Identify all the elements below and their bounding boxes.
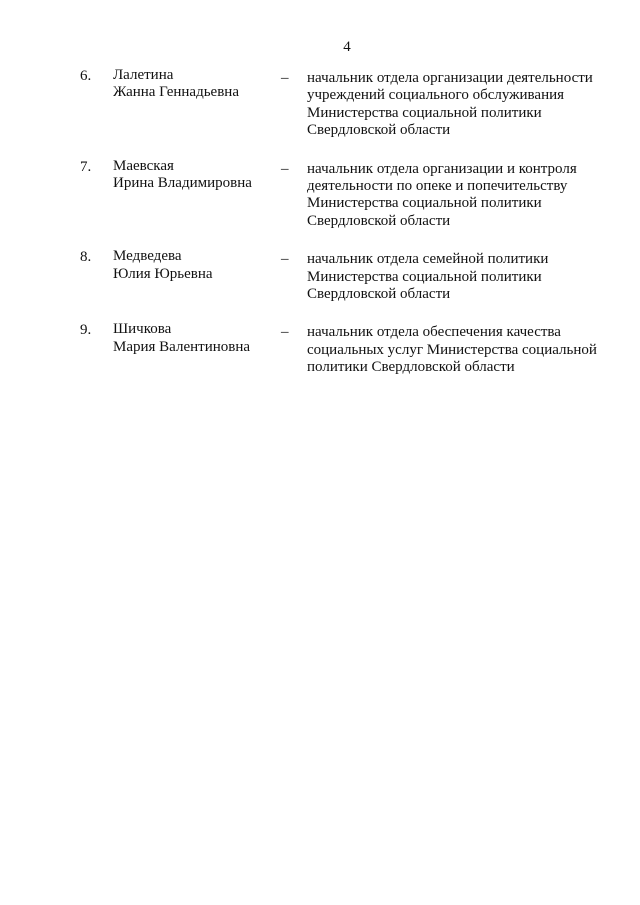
dash-separator: – bbox=[281, 251, 289, 268]
item-number: 8. bbox=[80, 249, 92, 266]
surname: Медведева bbox=[113, 248, 182, 265]
list-item bbox=[0, 158, 640, 231]
member-list bbox=[0, 67, 640, 377]
surname: Маевская bbox=[113, 157, 174, 174]
given-names: Мария Валентиновна bbox=[113, 338, 251, 355]
position-title: начальник отдела обеспечения качества социальных услуг Министерства социальной политики Свердловской области bbox=[307, 324, 597, 376]
person-name bbox=[113, 67, 278, 102]
given-names: Жанна Геннадьевна bbox=[113, 84, 239, 101]
list-item bbox=[0, 67, 640, 140]
dash-separator: – bbox=[281, 70, 289, 86]
position-title: начальник отдела семейной политики Министерства социальной политики Свердловской области bbox=[307, 251, 549, 303]
item-number: 9. bbox=[80, 322, 92, 339]
list-item bbox=[0, 248, 640, 303]
person-name bbox=[113, 321, 278, 356]
item-number: 7. bbox=[80, 158, 92, 175]
surname: Лалетина bbox=[113, 67, 174, 83]
page-number: 4 bbox=[343, 39, 351, 55]
given-names: Юлия Юрьевна bbox=[113, 265, 213, 282]
position-title: начальник отдела организации деятельности учреждений социального обслуживания Министерства социальной политики Свердловской области bbox=[307, 70, 593, 139]
dash-separator: – bbox=[281, 324, 289, 341]
surname: Шичкова bbox=[113, 321, 172, 338]
person-name bbox=[113, 158, 278, 193]
person-name bbox=[113, 248, 278, 283]
given-names: Ирина Владимировна bbox=[113, 175, 252, 192]
list-item bbox=[0, 321, 640, 376]
position-title: начальник отдела организации и контроля деятельности по опеке и попечительству Министерства социальной политики Свердловской области bbox=[307, 160, 577, 229]
item-number: 6. bbox=[80, 68, 92, 84]
dash-separator: – bbox=[281, 160, 289, 177]
